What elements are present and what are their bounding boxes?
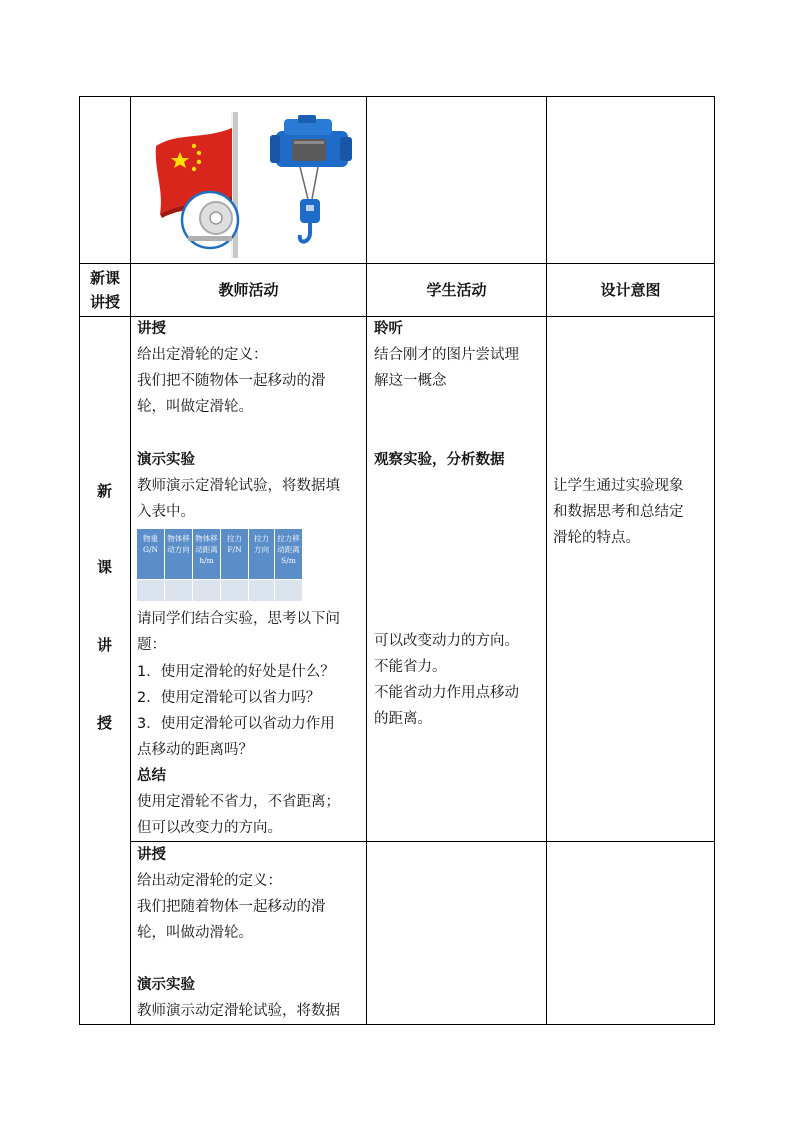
student-line: 结合刚才的图片尝试理: [374, 347, 519, 363]
table-border-bottom: [79, 1024, 715, 1025]
table-header-cell: [193, 529, 221, 579]
side-label-char-1: 新: [97, 482, 113, 500]
demo-line: 入表中。: [137, 504, 195, 520]
table-header-text: 拉力移: [277, 534, 300, 543]
summary-line: 使用定滑轮不省力，不省距离；: [137, 794, 340, 810]
china-flag-pulley-icon: [148, 110, 248, 258]
table-header-text: G/N: [142, 545, 159, 554]
teacher-heading: 讲授: [137, 321, 166, 337]
table-empty-cell: [275, 579, 303, 601]
table-border-row3: [130, 841, 715, 842]
header-col1-line1: 新课: [89, 269, 120, 287]
teacher-heading: 讲授: [137, 847, 166, 863]
header-teacher-activity: 教师活动: [218, 281, 279, 299]
table-col-divider-3: [546, 96, 547, 1025]
table-header-text: 方向: [254, 545, 269, 554]
table-col-divider-1: [130, 96, 131, 1025]
table-header-text: 拉力: [227, 534, 242, 543]
observe-heading: 观察实验，分析数据: [374, 452, 505, 468]
intent-line: 和数据思考和总结定: [553, 504, 684, 520]
student-line: 解这一概念: [374, 373, 447, 389]
header-col1-line2: 讲授: [89, 293, 120, 311]
table-header-text: 物体移: [167, 534, 190, 543]
table-border-left: [79, 96, 80, 1025]
table-border-row1: [79, 263, 715, 264]
table-header-text: F/N: [227, 545, 242, 554]
student-answer: 的距离。: [374, 711, 432, 727]
table-empty-cell: [221, 579, 249, 601]
teacher-line: 轮，叫做动滑轮。: [137, 925, 253, 941]
table-header-cell: [165, 529, 193, 579]
teacher-line: 我们把随着物体一起移动的滑: [137, 899, 326, 915]
student-heading: 聆听: [374, 321, 403, 337]
table-header-cell: [137, 529, 165, 579]
table-header-text: 动方向: [167, 545, 190, 554]
summary-line: 但可以改变力的方向。: [137, 820, 282, 836]
question-item: 点移动的距离吗？: [137, 742, 253, 758]
intent-line: 让学生通过实验现象: [553, 478, 684, 494]
table-header-text: 动距离: [277, 545, 300, 554]
teacher-line: 给出定滑轮的定义：: [137, 347, 268, 363]
table-empty-cell: [193, 579, 221, 601]
header-student-activity: 学生活动: [426, 281, 487, 299]
side-label-char-3: 讲: [97, 636, 113, 654]
table-empty-cell: [165, 579, 193, 601]
student-answer: 不能省动力作用点移动: [374, 685, 519, 701]
table-header-cell: [221, 529, 249, 579]
demo-line: 教师演示定滑轮试验，将数据填: [137, 478, 340, 494]
demo-heading: 演示实验: [137, 977, 195, 993]
student-answer: 可以改变动力的方向。: [374, 633, 519, 649]
table-header-text: 动距离: [195, 545, 218, 554]
table-header-text: 物重: [143, 534, 158, 543]
question-item: 1．使用定滑轮的好处是什么？: [137, 664, 335, 680]
table-header-text: S/m: [281, 556, 296, 565]
side-label-char-4: 授: [97, 714, 113, 732]
teacher-line: 轮，叫做定滑轮。: [137, 399, 253, 415]
experiment-data-table: [137, 529, 303, 601]
table-header-cell: [249, 529, 275, 579]
teacher-line: 我们把不随物体一起移动的滑: [137, 373, 326, 389]
table-border-top: [79, 96, 715, 97]
table-empty-cell: [249, 579, 275, 601]
table-header-cell: [275, 529, 303, 579]
summary-heading: 总结: [137, 768, 166, 784]
table-header-text: 拉力: [254, 534, 269, 543]
header-design-intent: 设计意图: [600, 281, 661, 299]
intent-line: 滑轮的特点。: [553, 530, 640, 546]
table-col-divider-2: [366, 96, 367, 1025]
table-header-text: 物体移: [195, 534, 218, 543]
demo-line: 教师演示动定滑轮试验，将数据: [137, 1003, 340, 1019]
demo-heading: 演示实验: [137, 452, 195, 468]
question-item: 2．使用定滑轮可以省力吗？: [137, 690, 321, 706]
student-answer: 不能省力。: [374, 659, 447, 675]
question-intro: 题：: [137, 637, 166, 653]
table-header-text: h/m: [199, 556, 214, 565]
table-empty-cell: [137, 579, 165, 601]
side-label-char-2: 课: [97, 558, 113, 576]
table-border-right: [714, 96, 715, 1025]
electric-hoist-icon: [270, 115, 352, 251]
question-item: 3．使用定滑轮可以省动力作用: [137, 716, 335, 732]
teacher-line: 给出动定滑轮的定义：: [137, 873, 282, 889]
question-intro: 请同学们结合实验，思考以下问: [137, 611, 340, 627]
